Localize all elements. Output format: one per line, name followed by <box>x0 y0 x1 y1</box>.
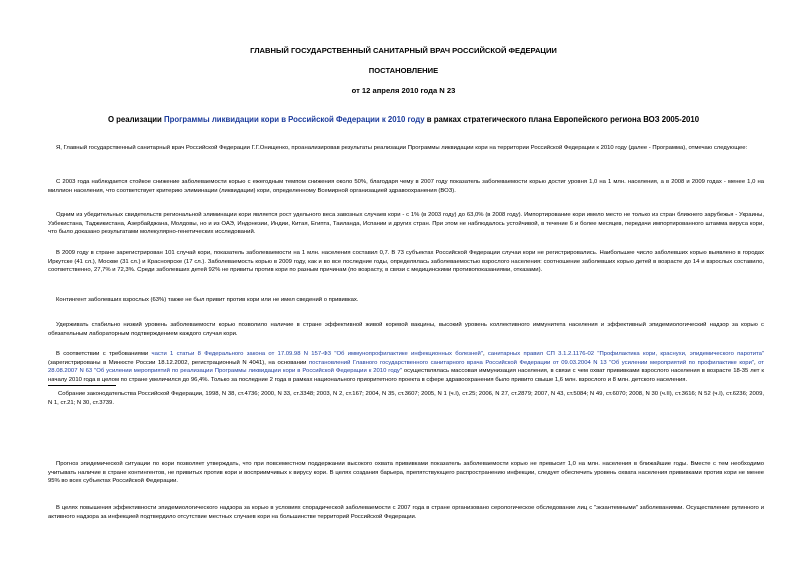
paragraph-surveillance-text: В целях повышения эффективности эпидемиологического надзора за корью в условиях спорадической заболеваемости с 2007 года в стране организовано серологическое обследование лиц с "экзантемными" заболеваниями. Осуществление рутинного и активного надзора за инфекцией подтвердило отсутствие местных случаев кори на большинстве территорий Российской Федерации. <box>48 505 764 520</box>
resolution-2007-link[interactable]: от 28.08.2007 N 63 "Об усилении мероприятий по реализации Программы ликвидации кори в Российской Федерации к 2010 году" <box>48 359 765 375</box>
federal-law-link[interactable]: части 1 статьи 8 Федерального закона от 17.09.98 N 157-ФЗ "Об иммунопрофилактике инфекционных болезней" <box>151 351 483 357</box>
paragraph-legal <box>48 350 764 384</box>
footnote-text: Собрание законодательства Российской Федерации, 1998, N 38, ст.4736; 2000, N 33, ст.3348; 2003, N 2, ст.167; 2004, N 35, ст.3607; 2005, N 1 (ч.I), ст.25; 2006, N 27, ст.2879; 2007, N 43, ст.5084; N 49, ст.6070; 2008, N 30 (ч.II), ст.3616; N 52 (ч.I), ст.6236; 2009, N 1, ст.21; N 30, ст.3739. <box>48 391 764 406</box>
paragraph-intro-text: Я, Главный государственный санитарный врач Российской Федерации Г.Г.Онищенко, проанализировав результаты реализации Программы ликвидации кори на территории Российской Федерации к 2010 году (далее - Программа), отмечаю следующее: <box>56 145 748 151</box>
resolution-2004-link[interactable]: постановлений Главного государственного санитарного врача Российской Федерации от 09.03.2004 N 13 "Об усилении мероприятий по профилактике кори" <box>308 359 754 366</box>
paragraph-dynamics <box>48 178 764 195</box>
legal-text-c: (зарегистрированы в Минюсте России 18.12.2002, регистрационный N 4041), на основании <box>48 359 309 366</box>
paragraph-dynamics-text: С 2003 года наблюдается стойкое снижение заболеваемости корью с ежегодным темпом снижения около 50%, благодаря чему в 2007 году показатель заболеваемости корью достиг уровня 1,0 на 1 млн. населения, а в 2008 и 2009 годах - менее 1,0 на миллион населения, что соответствует критерию элиминации (ликвидации) кори, определенному Всемирной организацией здравоохранения (ВОЗ). <box>48 179 764 194</box>
paragraph-forecast <box>48 460 764 486</box>
paragraph-intro <box>48 144 764 153</box>
paragraph-imports <box>48 211 764 237</box>
issuing-authority: ГЛАВНЫЙ ГОСУДАРСТВЕННЫЙ САНИТАРНЫЙ ВРАЧ РОССИЙСКОЙ ФЕДЕРАЦИИ <box>250 46 557 55</box>
paragraph-adults-text: Контингент заболевших взрослых (63%) также не был привит против кори или не имел сведений о прививках. <box>56 297 359 303</box>
document-title <box>0 115 807 125</box>
legal-text-a: В соответствии с требованиями <box>56 351 152 357</box>
document-type: ПОСТАНОВЛЕНИЕ <box>368 66 439 75</box>
footnote <box>48 390 764 408</box>
legal-text-d: , <box>753 359 759 366</box>
paragraph-vaccine <box>48 321 764 338</box>
paragraph-adults <box>48 296 764 305</box>
sanitary-rules-link[interactable]: санитарных правил СП 3.1.2.1176-02 "Профилактика кори, краснухи, эпидемического паротита" <box>487 351 764 357</box>
title-prefix: О реализации <box>107 115 165 124</box>
paragraph-2009 <box>48 249 764 275</box>
paragraph-vaccine-text: Удерживать стабильно низкий уровень заболеваемости корью позволило наличие в стране эффективной живой коревой вакцины, высокий уровень коллективного иммунитета населения и эффективный эпидемиологический надзор за корью с обязательным лабораторным подтверждением каждого случая кори. <box>48 322 764 337</box>
paragraph-2009-text: В 2009 году в стране зарегистрирован 101 случай кори, показатель заболеваемости на 1 млн. населения составил 0,7. В 73 субъектах Российской Федерации случаи кори не регистрировались. Наибольшее число заболевших корью выявлено в городах Иркутске (41 сл.), Москве (31 сл.) и Красноярске (17 сл.). Заболеваемость корью в 2009 году, как и во все последние годы, определялась заболеваемостью взрослого населения: соотношение заболевших корью детей в возрасте до 14 и взрослых составило, соответственно, 27,7% и 72,3%. Среди заболевших детей 92% не привиты против кори по разным причинам (по возрасту, в связи с медицинскими противопоказаниями, отказами). <box>48 250 764 274</box>
legal-text-b: , <box>482 351 488 357</box>
title-suffix: в рамках стратегического плана Европейского региона ВОЗ 2005-2010 <box>424 115 700 124</box>
footnote-divider <box>48 385 116 386</box>
paragraph-surveillance <box>48 504 764 521</box>
legal-text-e: осуществлялась массовая иммунизация населения, в связи с чем охват прививками взрослого населения в возрасте 18-35 лет к началу 2010 года в целом по стране увеличился до 96,4%. Только за последние 2 года в рамках национального приоритетного проекта в сфере здравоохранения было привито свыше 1,6 млн. взрослого и 8 млн. детского населения. <box>48 368 764 383</box>
paragraph-forecast-text: Прогноз эпидемической ситуации по кори позволяет утверждать, что при повсеместном поддержании высокого охвата прививками показатель заболеваемости корью не превысит 1,0 на млн. населения в ближайшие годы. Вместе с тем необходимо учитывать наличие в стране контингентов, не привитых против кори и восприимчивых к вирусу кори. В целях создания барьера, препятствующего распространению инфекции, следует обеспечить уровень охвата населения прививками против кори не менее 95% во всех субъектах Российской Федерации. <box>48 461 764 485</box>
paragraph-imports-text: Одним из убедительных свидетельств региональной элиминации кори является рост удельного веса завозных случаев кори - с 1% (в 2003 году) до 63,0% (в 2008 году). Импортирование кори имело место не только из стран ближнего зарубежья - Украины, Узбекистана, Таджикистана, Азербайджана, Молдовы, но и из ОАЭ, Индонезии, Индии, Китая, Египта, Таиланда, Испании и других стран. При этом не наблюдалось устойчивой, в течение 6 и более месяцев, передачи импортированного штамма вируса кори, что было доказано результатами молекулярно-генетических исследований. <box>48 212 764 236</box>
program-link[interactable]: Программы ликвидации кори в Российской Федерации к 2010 году <box>164 115 425 124</box>
document-date: от 12 апреля 2010 года N 23 <box>351 86 456 95</box>
